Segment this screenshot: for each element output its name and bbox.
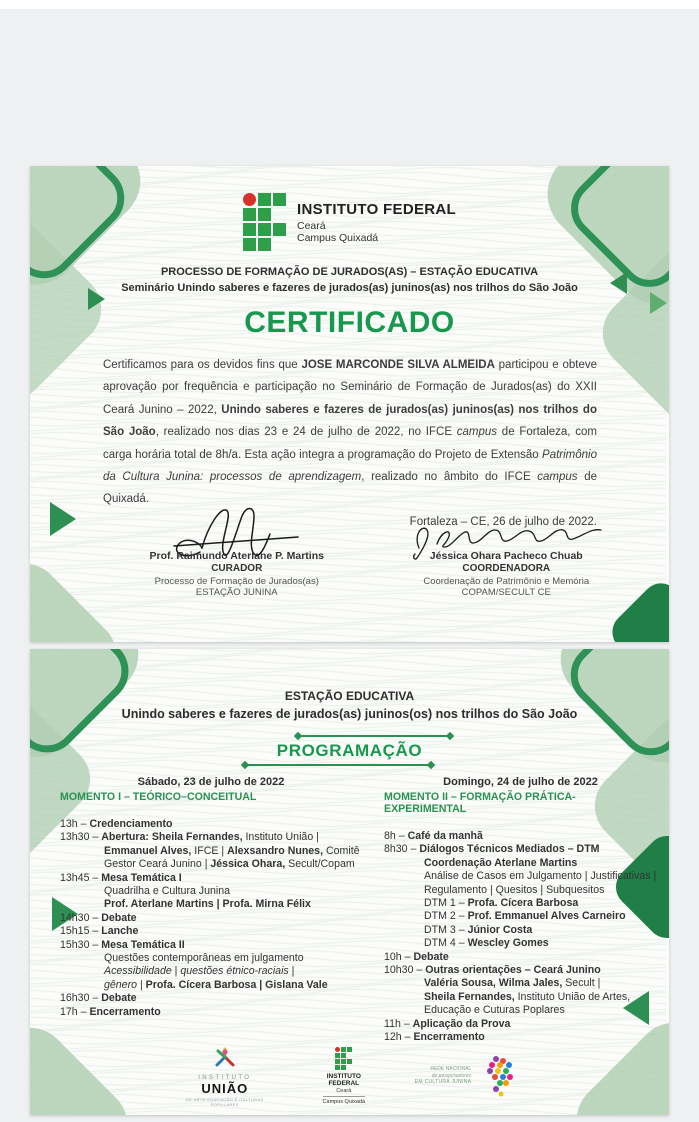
signer-org2: ESTAÇÃO JUNINA [195, 587, 278, 598]
schedule-row: Valéria Sousa, Wilma Jales, Secult | [424, 977, 601, 990]
uniao-name: UNIÃO [201, 1081, 249, 1096]
signature-right [372, 504, 642, 598]
schedule-row: Regulamento | Quesitos | Subquesitos [424, 883, 605, 896]
schedule-row: DTM 3 – Júnior Costa [424, 923, 533, 936]
schedule-row: Questões contemporâneas em julgamento [104, 952, 304, 965]
certificate-body-text: Certificamos para os devidos fins que JOSE MARCONDE SILVA ALMEIDA participou e obteve aprovação por frequência e participação no Seminário de Formação de Jurados(as) do XXII Ceará Junino – 2022, Unindo saberes e fazeres de jurados(as) juninos(as) nos trilhos do São João, realizado nos dias 23 e 24 de julho de 2022, no IFCE campus de Fortaleza, com carga horária total de 8h/a. Esta ação integra a programação do Projeto de Extensão Patrimônio da Cultura Junina: processos de aprendizagem, realizado no âmbito do IFCE campus de Quixadá. [103, 359, 597, 506]
signature-left [102, 504, 372, 598]
schedule-row: 14h30 – Debate [60, 911, 137, 924]
schedule-row: 16h30 – Debate [60, 992, 137, 1005]
ifce-logo-text [297, 201, 456, 244]
ifce-footer-line1: INSTITUTO [326, 1073, 361, 1080]
banner-line-top [298, 735, 450, 737]
ifce-footer-logo [309, 1047, 379, 1105]
ifce-logo-icon [243, 193, 286, 251]
schedule-row: Educação e Cuturas Poplares [424, 1004, 565, 1017]
schedule-rows [60, 818, 362, 1019]
schedule-row: 11h – Aplicação da Prova [384, 1017, 511, 1030]
signature-block [102, 504, 641, 598]
signer-name: Prof. Raimundo Aterlane P. Martins [149, 550, 324, 562]
signer-org2: COPAM/SECULT CE [461, 587, 551, 598]
signer-org1: Coordenação de Patrimônio e Memória [423, 576, 590, 587]
schedule-column-sunday [362, 776, 669, 1045]
schedule-row: gênero | Profa. Cícera Barbosa | Gislana Vale [104, 978, 328, 991]
program-page [30, 649, 669, 1115]
schedule-row: Acessibilidade | questões étnico-raciais | [104, 965, 295, 978]
rede-line3: EM CULTURA JUNINA [414, 1079, 472, 1086]
ifce-logo-line2: Campus Quixadá [297, 231, 379, 244]
schedule-row: 13h – Credenciamento [60, 818, 173, 830]
schedule-row: Prof. Aterlane Martins | Profa. Mirna Félix [104, 898, 311, 911]
column-heading: MOMENTO I – TEÓRICO–CONCEITUAL [60, 791, 257, 803]
certificate-page [30, 166, 669, 642]
program-banner [30, 735, 669, 766]
schedule-row: 8h30 – Diálogos Técnicos Mediados – DTM [384, 843, 600, 856]
signer-name: Jéssica Ohara Pacheco Chuab [429, 550, 583, 562]
ifce-footer-icon [335, 1047, 352, 1070]
schedule-row: DTM 2 – Prof. Emmanuel Alves Carneiro [424, 910, 626, 923]
schedule-row: 10h30 – Outras orientações – Ceará Junino [384, 964, 601, 977]
certificate-header [30, 266, 669, 294]
banner-line-bottom [245, 764, 431, 766]
schedule-row: Quadrilha e Cultura Junina [104, 885, 231, 898]
rede-nacional-text [415, 1066, 471, 1086]
schedule-row: 12h – Encerramento [384, 1031, 485, 1044]
top-white-strip [0, 0, 699, 9]
header-line2: Seminário Unindo saberes e fazeres de jurados(as) juninos(as) nos trilhos do São João [121, 282, 578, 294]
rede-line2: de pesquisadores [431, 1072, 472, 1079]
schedule-row: Sheila Fernandes, Instituto União de Artes, [424, 990, 631, 1003]
schedule-row: Coordenação Aterlane Martins [424, 856, 578, 869]
signer-role: COORDENADORA [462, 563, 551, 574]
schedule-columns [30, 776, 669, 1045]
program-title: ESTAÇÃO EDUCATIVA [284, 689, 415, 703]
program-banner-label: PROGRAMAÇÃO [276, 741, 423, 760]
signer-org1: Processo de Formação de Jurados(as) [154, 576, 319, 587]
header-line1: PROCESSO DE FORMAÇÃO DE JURADOS(AS) – ESTAÇÃO EDUCATIVA [160, 266, 539, 278]
brazil-map-icon [474, 1053, 522, 1099]
ornament-triangle [50, 502, 76, 536]
schedule-row: 13h45 – Mesa Temática I [60, 871, 182, 884]
ifce-footer-line4: Campus Quixadá [322, 1099, 366, 1105]
column-date: Domingo, 24 de julho de 2022 [443, 776, 598, 788]
column-date: Sábado, 23 de julho de 2022 [137, 776, 285, 788]
schedule-row: 17h – Encerramento [60, 1005, 161, 1018]
schedule-row: 10h – Debate [384, 950, 449, 963]
instituto-uniao-logo [177, 1045, 273, 1107]
rede-nacional-logo [415, 1053, 522, 1099]
schedule-row: 8h – Café da manhã [384, 830, 483, 842]
signer-role: CURADOR [211, 563, 263, 574]
ifce-logo-line1: Ceará [297, 219, 326, 232]
certificate-date: Fortaleza – CE, 26 de julho de 2022. [409, 515, 597, 528]
schedule-rows [384, 830, 657, 1045]
schedule-row: 15h30 – Mesa Temática II [60, 938, 185, 951]
schedule-row: Análise de Casos em Julgamento | Justificativas | [424, 870, 657, 883]
uniao-caption: DE ARTE EDUCAÇÃO E CULTURAS POPULARES [185, 1097, 264, 1107]
ifce-footer-divider [323, 1096, 365, 1097]
schedule-row: 13h30 – Abertura: Sheila Fernandes, Instituto União | [60, 831, 319, 844]
uniao-top-label: INSTITUTO [198, 1075, 252, 1081]
ifce-footer-line3: Ceará [336, 1088, 352, 1094]
ifce-footer-line2: FEDERAL [328, 1080, 360, 1087]
schedule-row: Gestor Ceará Junino | Jéssica Ohara, Secult/Copam [104, 858, 355, 871]
instituto-uniao-icon [212, 1045, 238, 1069]
schedule-column-saturday [30, 776, 362, 1045]
footer-logos [30, 1045, 669, 1107]
ifce-logo [30, 193, 669, 251]
certificate-title: CERTIFICADO [244, 306, 455, 339]
ifce-logo-title: INSTITUTO FEDERAL [297, 200, 456, 218]
schedule-row: DTM 4 – Wescley Gomes [424, 937, 549, 950]
schedule-row: DTM 1 – Profa. Cícera Barbosa [424, 897, 579, 910]
schedule-row: 15h15 – Lanche [60, 925, 139, 938]
rede-line1: REDE NACIONAL [430, 1066, 472, 1073]
schedule-row: Emmanuel Alves, IFCE | Alexsandro Nunes, Comitê [104, 844, 360, 857]
program-subtitle: Unindo saberes e fazeres de jurados(as) juninos(os) nos trilhos do São João [121, 707, 578, 721]
column-heading: MOMENTO II – FORMAÇÃO PRÁTICA-EXPERIMENTAL [384, 791, 576, 815]
